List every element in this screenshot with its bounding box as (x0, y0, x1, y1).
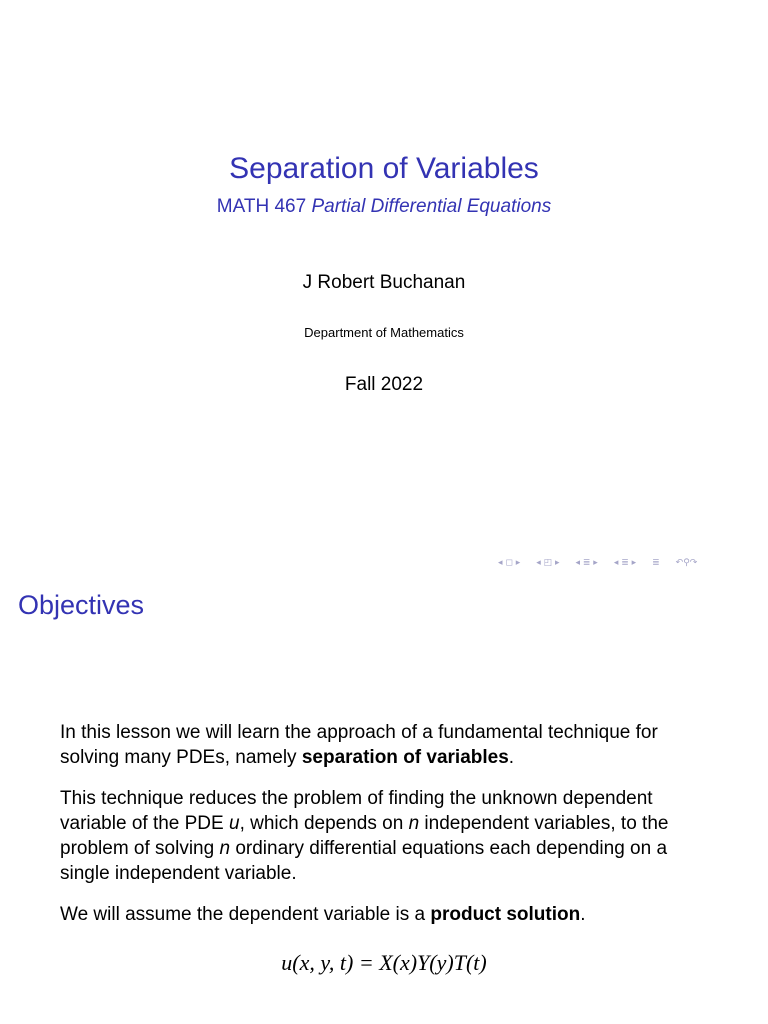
paragraph-assumption (60, 902, 720, 927)
para3-text: We will assume the dependent variable is a (60, 904, 431, 925)
department: Department of Mathematics (304, 325, 464, 340)
nav-section-icon[interactable]: ◂ ≣ ▸ (613, 558, 637, 568)
para2-part-a: This technique reduces the problem of finding the unknown dependent variable of the PDE (60, 788, 653, 834)
para2-part-b: , which depends on (239, 813, 409, 834)
nav-menu-icon[interactable]: ≣ (652, 558, 660, 568)
para2-part-d: ordinary differential equations each depending on a single independent variable. (60, 838, 668, 884)
nav-frame-icon[interactable]: ◂ ◰ ▸ (536, 558, 560, 568)
nav-search-icon[interactable]: ↶⚲↷ (675, 558, 698, 568)
para3-bold-term: product solution (430, 904, 581, 925)
para1-text: In this lesson we will learn the approach of a fundamental technique for solving many PDEs, namely (60, 722, 658, 768)
para1-bold-term: separation of variables (301, 747, 509, 768)
course-name: Partial Differential Equations (311, 196, 552, 217)
frame-title: Objectives (18, 590, 145, 620)
beamer-navigation-bar (498, 556, 697, 570)
para2-part-c: independent variables, to the problem of solving (60, 813, 669, 859)
course-subtitle (0, 196, 768, 218)
nav-subsection-icon[interactable]: ◂ ≣ ▸ (575, 558, 598, 568)
variable-n: n (219, 838, 231, 859)
variable-n: n (408, 813, 420, 834)
objectives-slide (0, 576, 768, 1024)
term-date: Fall 2022 (344, 374, 424, 395)
author-name: J Robert Buchanan (302, 272, 466, 293)
presentation-title: Separation of Variables (229, 152, 539, 185)
variable-u: u (228, 813, 240, 834)
paragraph-lesson-intro (60, 720, 720, 770)
product-solution-equation (0, 950, 768, 976)
paragraph-technique (60, 786, 720, 886)
nav-first-icon[interactable]: ◂ ◻ ▸ (498, 558, 521, 568)
course-code: MATH 467 (216, 196, 307, 217)
para3-end: . (580, 904, 586, 925)
para1-end: . (508, 747, 515, 768)
equation-text: u(x, y, t) = X(x)Y(y)T(t) (281, 950, 487, 975)
